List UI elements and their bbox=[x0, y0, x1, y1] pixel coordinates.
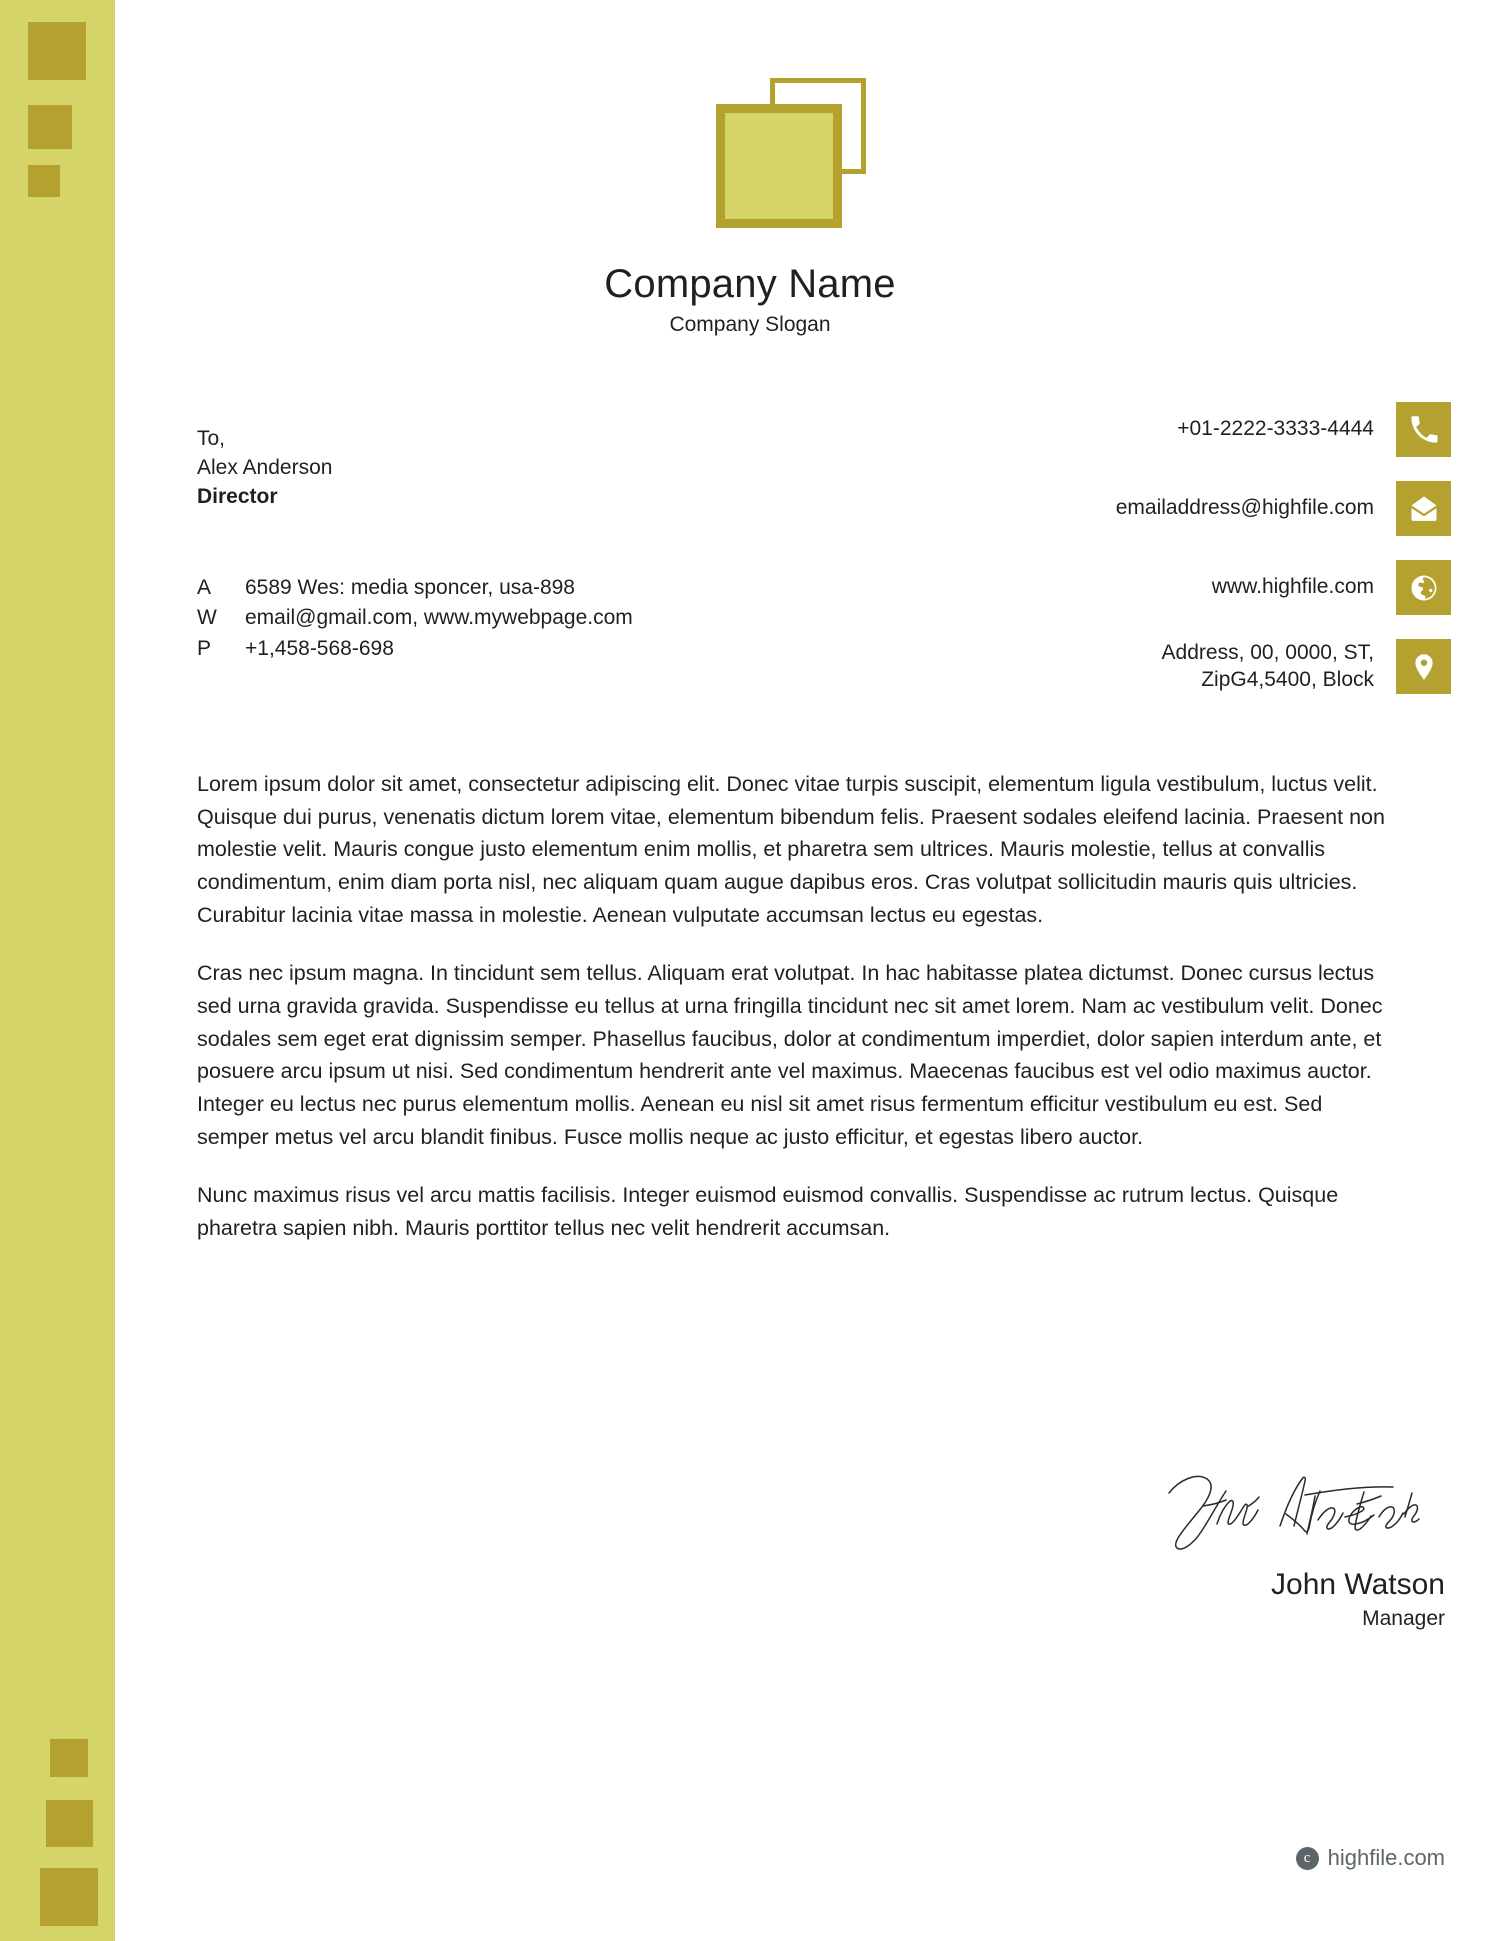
contact-item-website[interactable] bbox=[811, 560, 1451, 615]
logo-square-filled-icon bbox=[716, 104, 842, 228]
contact-row-address bbox=[197, 573, 633, 603]
body-paragraph-3: Nunc maximus risus vel arcu mattis facilisis. Integer euismod euismod convallis. Suspendisse ac rutrum lectus. Quisque pharetra sapien nibh. Mauris porttitor tellus nec velit hendrerit accumsan. bbox=[197, 1183, 1339, 1241]
signature-role: Manager bbox=[1362, 1606, 1445, 1630]
contact-key-p: P bbox=[197, 636, 212, 660]
contact-value-phone: +1,458-568-698 bbox=[245, 636, 394, 660]
contact-key-a: A bbox=[197, 576, 212, 599]
globe-icon bbox=[1396, 560, 1451, 615]
recipient-role: Director bbox=[197, 484, 278, 508]
envelope-icon bbox=[1396, 481, 1451, 536]
band-square-top-2 bbox=[28, 105, 72, 149]
contact-address-line-1: Address, 00, 0000, ST, bbox=[1161, 640, 1374, 664]
recipient-block bbox=[197, 425, 332, 512]
company-logo bbox=[716, 78, 886, 228]
band-square-top-3 bbox=[28, 165, 60, 197]
contact-row-phone bbox=[197, 634, 633, 664]
band-square-bottom-1 bbox=[50, 1739, 88, 1777]
signature-name: John Watson bbox=[1271, 1568, 1445, 1601]
body-paragraph-2: Cras nec ipsum magna. In tincidunt sem tellus. Aliquam erat volutpat. In hac habitasse platea dictumst. Donec cursus lectus sed urna gravida gravida. Suspendisse eu tellus at urna fringilla tincidunt nec sit amet lorem. Nam ac vestibulum velit. Donec sodales sem eget erat dignissim semper. Phasellus faucibus, dolor at condimentum imperdiet, dolor sapien interdum ante, et posuere arcu ipsum ut nisi. Sed condimentum hendrerit ante vel maximus. Maecenas faucibus est vel odio maximus auctor. Integer eu lectus nec purus elementum mollis. Aenean eu nisl sit amet risus fermentum efficitur vestibulum eu est. Sed semper metus vel arcu blandit finibus. Fusce mollis neque ac justo efficitur, et egestas libero auctor. bbox=[197, 961, 1383, 1149]
contact-item-email[interactable] bbox=[811, 481, 1451, 536]
contact-website-text: www.highfile.com bbox=[1211, 575, 1374, 599]
contact-item-address[interactable] bbox=[811, 639, 1451, 694]
contact-phone-text: +01-2222-3333-4444 bbox=[1177, 417, 1374, 441]
contact-value-web: email@gmail.com, www.mywebpage.com bbox=[245, 606, 633, 630]
sender-contact-list bbox=[197, 573, 633, 664]
copyright-icon: c bbox=[1296, 1847, 1319, 1870]
page-title: Company Name bbox=[604, 262, 896, 306]
company-contact-list bbox=[811, 402, 1451, 718]
contact-value-address: 6589 Wes: media sponcer, usa-898 bbox=[245, 576, 575, 599]
contact-email-text: emailaddress@highfile.com bbox=[1115, 496, 1374, 520]
contact-address-line-2: ZipG4,5400, Block bbox=[1201, 667, 1374, 691]
recipient-name: Alex Anderson bbox=[197, 455, 333, 479]
company-header bbox=[0, 262, 1500, 336]
phone-icon bbox=[1396, 402, 1451, 457]
letter-body bbox=[197, 768, 1393, 1245]
contact-key-w: W bbox=[197, 606, 217, 630]
recipient-to-label: To, bbox=[197, 427, 226, 450]
location-pin-icon bbox=[1396, 639, 1451, 694]
company-slogan: Company Slogan bbox=[669, 313, 831, 336]
band-square-bottom-2 bbox=[46, 1800, 93, 1847]
band-square-top-1 bbox=[28, 22, 86, 80]
footer-website-label[interactable]: highfile.com bbox=[1327, 1845, 1445, 1870]
footer[interactable] bbox=[1296, 1845, 1445, 1871]
signature-block bbox=[1025, 1455, 1445, 1631]
contact-row-web bbox=[197, 603, 633, 633]
band-square-bottom-3 bbox=[40, 1868, 98, 1926]
body-paragraph-1: Lorem ipsum dolor sit amet, consectetur adipiscing elit. Donec vitae turpis suscipit, elementum ligula vestibulum, luctus velit. Quisque dui purus, venenatis dictum lorem vitae, elementum bibendum felis. Praesent sodales eleifend lacinia. Praesent non molestie velit. Mauris congue justo elementum enim mollis, et pharetra sem ultrices. Mauris molestie, tellus at convallis condimentum, enim diam porta nisl, nec aliquam quam augue dapibus eros. Cras volutpat sollicitudin mauris quis ultricies. Curabitur lacinia vitae massa in molestie. Aenean vulputate accumsan lectus eu egestas. bbox=[197, 772, 1385, 927]
contact-address-text bbox=[1162, 640, 1396, 694]
contact-item-phone[interactable] bbox=[811, 402, 1451, 457]
signature-mark bbox=[1025, 1455, 1445, 1560]
